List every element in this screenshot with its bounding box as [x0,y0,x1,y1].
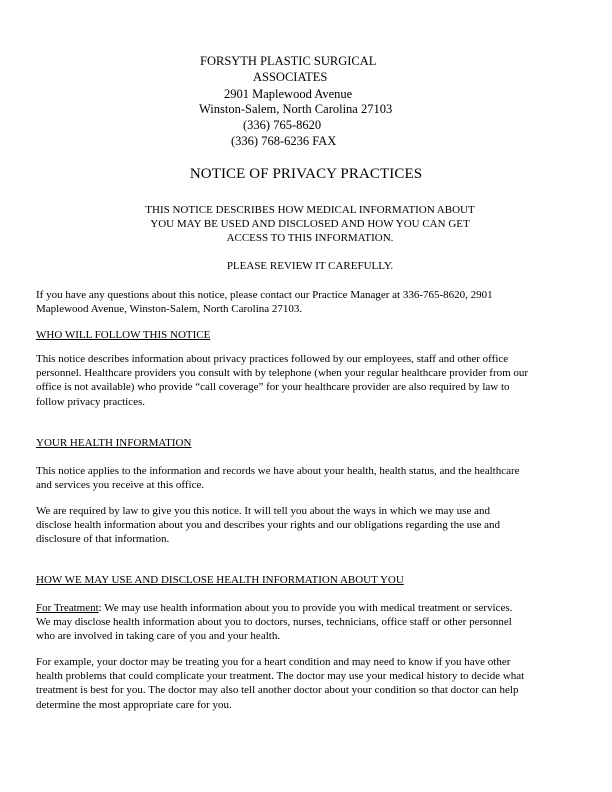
org-city: Winston-Salem, North Carolina 27103 [199,102,393,116]
org-street: 2901 Maplewood Avenue [224,87,353,101]
org-name-line2: ASSOCIATES [253,70,328,84]
who-line: office is not available) who provide “call coverage” for your healthcare provider are also required by law to [36,381,510,394]
health-line: disclose health information about you and describes your rights and our obligations regarding the use and [36,519,501,532]
example-paragraph [36,655,584,712]
example-line: For example, your doctor may be treating you for a heart condition and may need to know if you have other [36,656,511,668]
who-line: This notice describes information about privacy practices followed by our employees, staff and other office [36,353,509,365]
intro-line: YOU MAY BE USED AND DISCLOSED AND HOW YOU CAN GET [150,218,470,230]
treatment-line-rest: : We may use health information about you to provide you with medical treatment or services. [98,602,513,614]
contact-line: If you have any questions about this notice, please contact our Practice Manager at 336-765-8620, 2901 [36,289,493,301]
treatment-line-1 [36,601,584,615]
health-line: This notice applies to the information and records we have about your health, health status, and the healthcare [36,465,520,477]
treatment-line: who are involved in taking care of you and your health. [36,630,281,643]
health-line: disclosure of that information. [36,533,170,546]
intro-line: THIS NOTICE DESCRIBES HOW MEDICAL INFORMATION ABOUT [145,204,475,216]
health-line: We are required by law to give you this notice. It will tell you about the ways in which we may use and [36,505,490,517]
health-line: and services you receive at this office. [36,479,205,492]
health-paragraph-2 [36,504,584,547]
section-heading-health: YOUR HEALTH INFORMATION [36,437,192,449]
org-phone: (336) 765-8620 [243,118,322,132]
org-fax: (336) 768-6236 FAX [231,134,337,148]
treatment-paragraph [36,601,584,644]
section-heading-use: HOW WE MAY USE AND DISCLOSE HEALTH INFORMATION ABOUT YOU [36,574,404,586]
treatment-line: We may disclose health information about you to doctors, nurses, technicians, office staff or other personnel [36,616,512,629]
review-notice: PLEASE REVIEW IT CAREFULLY. [226,260,394,272]
example-line: treatment is best for you. The doctor may also tell another doctor about your condition so that doctor can help [36,684,519,697]
page-title: NOTICE OF PRIVACY PRACTICES [189,166,423,182]
treatment-label: For Treatment [36,602,99,614]
who-line: follow privacy practices. [36,395,146,408]
example-line: health problems that could complicate your treatment. The doctor may use your medical history to decide what [36,670,525,683]
org-name-line1: FORSYTH PLASTIC SURGICAL [200,54,377,68]
section-heading-who: WHO WILL FOLLOW THIS NOTICE [36,329,211,341]
example-line: determine the most appropriate care for you. [36,698,232,711]
intro-notice [60,203,560,245]
contact-paragraph [36,288,584,316]
intro-line: ACCESS TO THIS INFORMATION. [226,232,394,244]
who-paragraph [36,352,584,409]
health-paragraph-1 [36,464,584,492]
contact-line: Maplewood Avenue, Winston-Salem, North Carolina 27103. [36,303,303,316]
who-line: personnel. Healthcare providers you consult with by telephone (when your regular healthcare provider from our [36,367,529,380]
